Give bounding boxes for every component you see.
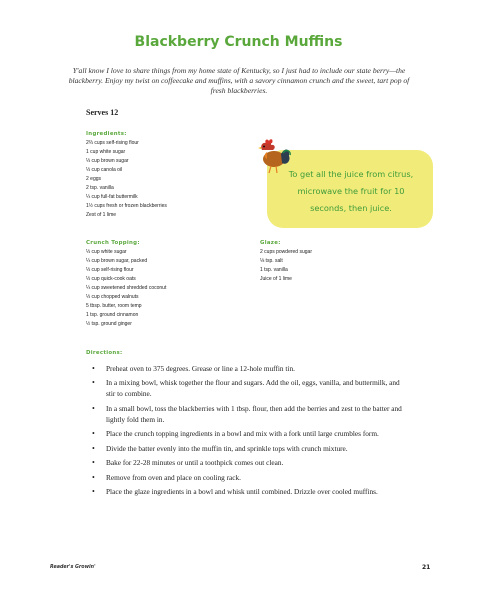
- ingredient-item: ⅓ cup canola oil: [86, 167, 123, 173]
- ingredient-item: ¼ cup full-fat buttermilk: [86, 194, 138, 200]
- footer-brand: Reader's Growin': [50, 565, 96, 570]
- ingredient-item: ⅓ cup brown sugar: [86, 158, 129, 164]
- direction-step: • Divide the batter evenly into the muffin tin, and sprinkle tops with crunch mixture.: [92, 444, 410, 455]
- crunch-item: ⅓ cup white sugar: [86, 249, 127, 255]
- glaze-heading: Glaze:: [260, 240, 281, 246]
- glaze-item: 2 cups powdered sugar: [260, 249, 312, 255]
- direction-step: • In a small bowl, toss the blackberries with 1 tbsp. flour, then add the berries and zest to the batter and lightly fold them in.: [92, 404, 410, 426]
- directions-list: [92, 364, 410, 501]
- recipe-intro: Y'all know I love to share things from my home state of Kentucky, so I just had to include our state berry—the blackberry. Enjoy my twist on coffeecake and muffins, with a savory cinnamon crunch and the sweet, tart pop of fresh blackberries.: [68, 66, 410, 95]
- crunch-item: 5 tbsp. butter, room temp: [86, 303, 142, 309]
- crunch-item: ⅓ cup chopped walnuts: [86, 294, 139, 300]
- direction-step: • Preheat oven to 375 degrees. Grease or line a 12-hole muffin tin.: [92, 364, 410, 375]
- ingredient-item: 2 tsp. vanilla: [86, 185, 114, 191]
- glaze-item: Juice of 1 lime: [260, 276, 292, 282]
- tip-line: seconds, then juice.: [310, 203, 392, 213]
- ingredients-heading: Ingredients:: [86, 131, 127, 137]
- ingredient-item: Zest of 1 lime: [86, 212, 117, 218]
- tip-text: [280, 166, 422, 217]
- glaze-item: 1 tsp. vanilla: [260, 267, 288, 273]
- page-number: 21: [422, 564, 431, 571]
- serves-label: Serves 12: [86, 108, 119, 117]
- direction-step: • Bake for 22-28 minutes or until a toothpick comes out clean.: [92, 458, 410, 469]
- ingredients-list: [86, 139, 167, 220]
- ingredient-item: 2⅔ cups self-rising flour: [86, 140, 139, 146]
- crunch-item: ¼ cup brown sugar, packed: [86, 258, 148, 264]
- crunch-topping-heading: Crunch Topping:: [86, 240, 140, 246]
- crunch-topping-list: [86, 248, 166, 329]
- crunch-item: 1 tsp. ground cinnamon: [86, 312, 139, 318]
- crunch-item: ⅓ cup self-rising flour: [86, 267, 134, 273]
- direction-step: • In a mixing bowl, whisk together the flour and sugars. Add the oil, eggs, vanilla, and buttermilk, and stir to combine.: [92, 378, 410, 400]
- ingredient-item: 2 eggs: [86, 176, 102, 182]
- crunch-item: ¼ cup sweetened shredded coconut: [86, 285, 167, 291]
- tip-line: microwave the fruit for 10: [297, 186, 405, 196]
- ingredient-item: 1 cup white sugar: [86, 149, 126, 155]
- ingredient-item: 1½ cups fresh or frozen blackberries: [86, 203, 167, 209]
- crunch-item: ⅓ cup quick-cook oats: [86, 276, 136, 282]
- directions-heading: Directions:: [86, 350, 123, 356]
- recipe-title: Blackberry Crunch Muffins: [134, 34, 343, 50]
- crunch-item: ½ tsp. ground ginger: [86, 321, 132, 327]
- direction-step: • Place the glaze ingredients in a bowl and whisk until combined. Drizzle over cooled muffins.: [92, 487, 410, 498]
- direction-step: • Remove from oven and place on cooling rack.: [92, 473, 410, 484]
- glaze-item: ⅛ tsp. salt: [260, 258, 283, 264]
- glaze-list: [260, 248, 312, 284]
- direction-step: • Place the crunch topping ingredients in a bowl and mix with a fork until large crumbles form.: [92, 429, 410, 440]
- tip-line: To get all the juice from citrus,: [288, 169, 414, 179]
